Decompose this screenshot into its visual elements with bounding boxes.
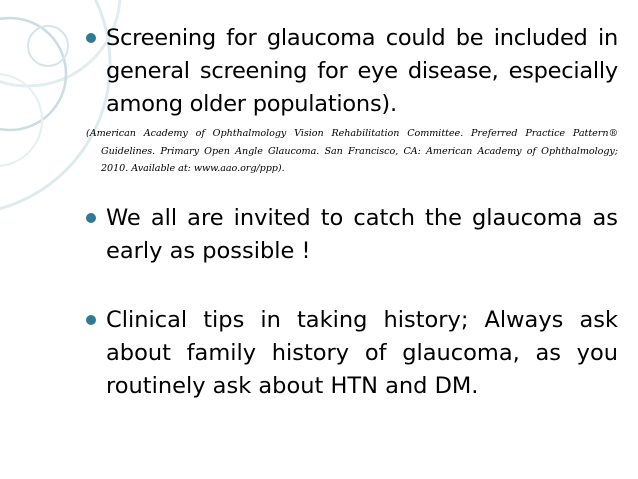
bullet-text: We all are invited to catch the glaucoma as early as possible ! [106, 204, 618, 264]
bullet-dot [86, 33, 96, 43]
decorative-circle-small [0, 18, 66, 130]
bullet-item-clinical-tips [86, 304, 618, 403]
decorative-circle-inner [0, 74, 42, 166]
citation-text: (American Academy of Ophthalmology Vision Rehabilitation Committee. Preferred Practice Pattern® Guidelines. Primary Open Angle Glaucoma. San Francisco, CA: American Academy of Ophthalmology; 2010. Available at: www.aao.org/ppp). [86, 128, 618, 174]
bullet-dot [86, 315, 96, 325]
bullet-item-early-detection [86, 202, 618, 268]
bullet-dot [86, 213, 96, 223]
bullet-item-screening [86, 22, 618, 121]
bullet-text: Screening for glaucoma could be included in general screening for eye disease, especially among older populations). [106, 25, 618, 117]
slide-content [86, 22, 618, 403]
bullet-text: Clinical tips in taking history; Always ask about family history of glaucoma, as you routinely ask about HTN and DM. [106, 306, 618, 399]
